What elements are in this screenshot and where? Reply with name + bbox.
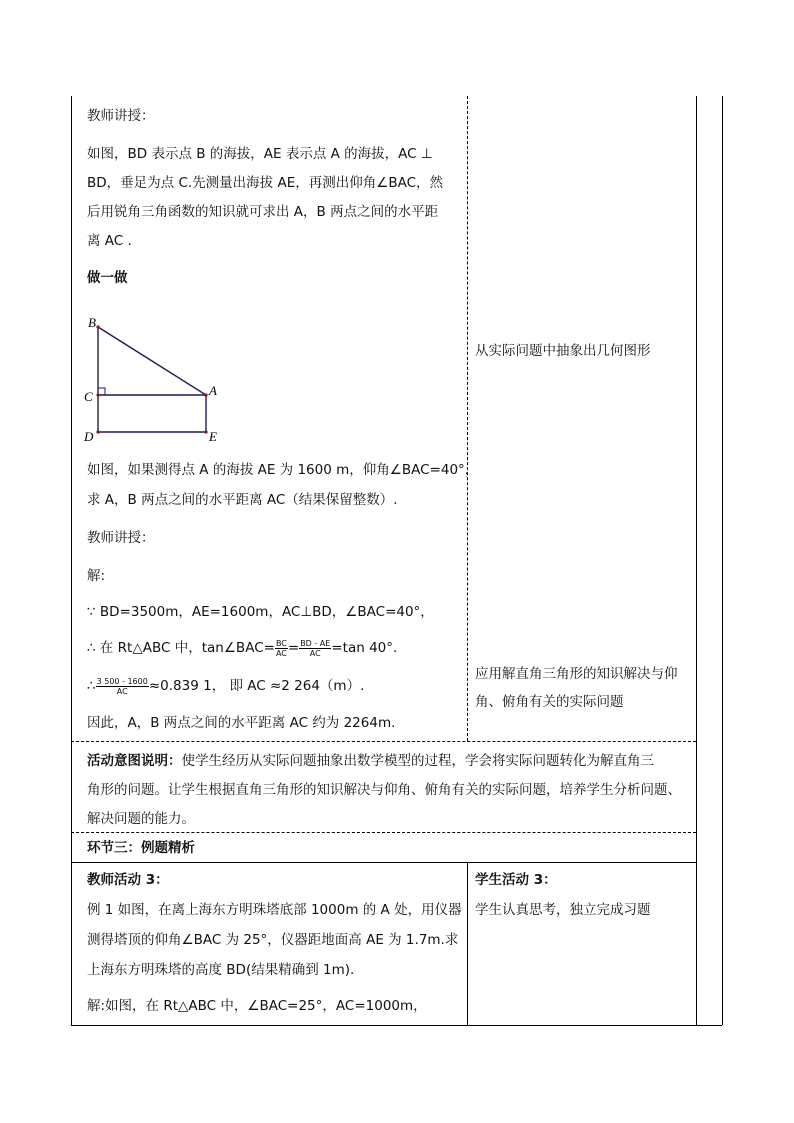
right-note-1: 从实际问题中抽象出几何图形 — [475, 343, 651, 359]
teacher-activity-3-line-2: 测得塔顶的仰角∠BAC 为 25°，仪器距地面高 AE 为 1.7m.求 — [87, 932, 459, 948]
fraction-bdae-ac-numerator: BD - AE — [300, 638, 331, 648]
point-A — [204, 393, 207, 396]
intent-label: 活动意图说明： — [87, 753, 182, 769]
rule-after-intent — [71, 832, 696, 833]
explain-line-3: 后用锐角三角函数的知识就可求出 A，B 两点之间的水平距 — [87, 204, 439, 220]
solution-line-2-prefix: ∴ 在 Rt△ABC 中，tan∠BAC= — [87, 640, 275, 656]
explain-line-1: 如图，BD 表示点 B 的海拔，AE 表示点 A 的海拔，AC ⊥ — [87, 146, 433, 162]
teacher-activity-3-line-1: 例 1 如图，在离上海东方明珠塔底部 1000m 的 A 处，用仪器 — [87, 902, 462, 918]
solution-label: 解: — [87, 568, 106, 584]
explain-line-4: 离 AC . — [87, 233, 132, 249]
right-note-2-line-1: 应用解直角三角形的知识解决与仰 — [475, 666, 678, 682]
fraction-bdae-ac-denominator: AC — [309, 648, 321, 658]
fraction-bc-ac-numerator: BC — [275, 638, 287, 648]
label-E: E — [209, 429, 217, 444]
teacher-activity-3-line-4: 解:如图，在 Rt△ABC 中，∠BAC=25°，AC=1000m， — [87, 998, 427, 1014]
point-C — [96, 393, 99, 396]
label-B: B — [88, 315, 96, 330]
problem-line-2: 求 A，B 两点之间的水平距离 AC（结果保留整数）. — [87, 492, 398, 508]
label-A: A — [209, 383, 217, 398]
teacher-label-1: 教师讲授： — [87, 108, 155, 124]
teacher-activity-3-line-3: 上海东方明珠塔的高度 BD(结果精确到 1m). — [87, 962, 355, 978]
student-activity-3-title: 学生活动 3： — [475, 872, 557, 888]
border-left — [71, 96, 72, 1025]
segment-BA — [98, 327, 206, 395]
geometry-figure — [82, 315, 222, 445]
fraction-3500-1600-ac-denominator: AC — [116, 686, 128, 696]
solution-line-3 — [87, 676, 364, 696]
explain-line-2: BD，垂足为点 C.先测量出海拔 AE，再测出仰角∠BAC，然 — [87, 175, 444, 191]
rule-after-section1 — [71, 741, 696, 742]
intent-line-1 — [87, 751, 654, 771]
rule-after-stage3 — [71, 862, 696, 863]
fraction-bdae-ac — [299, 639, 331, 658]
label-D: D — [84, 429, 94, 444]
teacher-label-2: 教师讲授： — [87, 530, 155, 546]
point-E — [204, 430, 207, 433]
stage3-title: 环节三：例题精析 — [87, 840, 195, 856]
intent-text-1: 使学生经历从实际问题抽象出数学模型的过程，学会将实际问题转化为解直角三 — [181, 753, 654, 769]
fraction-3500-1600-ac — [96, 677, 149, 696]
label-C: C — [84, 389, 93, 404]
try-label: 做一做 — [87, 270, 128, 286]
fraction-3500-1600-ac-numerator: 3 500 - 1600 — [96, 676, 148, 686]
intent-line-2: 角形的问题。让学生根据直角三角形的知识解决与仰角、俯角有关的实际问题，培养学生分析问题、 — [87, 782, 681, 798]
solution-line-3-suffix: ≈0.839 1， 即 AC ≈2 264（m）. — [148, 678, 365, 694]
fraction-bc-ac — [275, 639, 288, 658]
border-right-inner — [696, 96, 697, 1025]
problem-line-1: 如图，如果测得点 A 的海拔 AE 为 1600 m，仰角∠BAC=40°， — [87, 462, 479, 478]
solution-line-2 — [87, 638, 397, 658]
right-note-2-line-2: 角、俯角有关的实际问题 — [475, 694, 624, 710]
student-activity-3-text: 学生认真思考，独立完成习题 — [475, 902, 651, 918]
point-B — [96, 325, 99, 328]
teacher-activity-3-title: 教师活动 3： — [87, 872, 169, 888]
conclusion-line: 因此，A，B 两点之间的水平距离 AC 约为 2264m. — [87, 715, 396, 731]
solution-line-2-suffix: =tan 40°. — [331, 640, 398, 656]
fraction-bc-ac-denominator: AC — [275, 648, 287, 658]
point-D — [96, 430, 99, 433]
equals-sign: = — [287, 640, 300, 656]
column-divider-top — [467, 96, 468, 741]
border-right-outer — [722, 96, 723, 1025]
intent-line-3: 解决问题的能力。 — [87, 811, 195, 827]
rule-bottom — [71, 1025, 722, 1026]
column-divider-bottom — [467, 862, 468, 1025]
solution-line-1: ∵ BD=3500m，AE=1600m，AC⊥BD，∠BAC=40°， — [87, 604, 434, 620]
solution-line-3-prefix: ∴ — [87, 678, 96, 694]
